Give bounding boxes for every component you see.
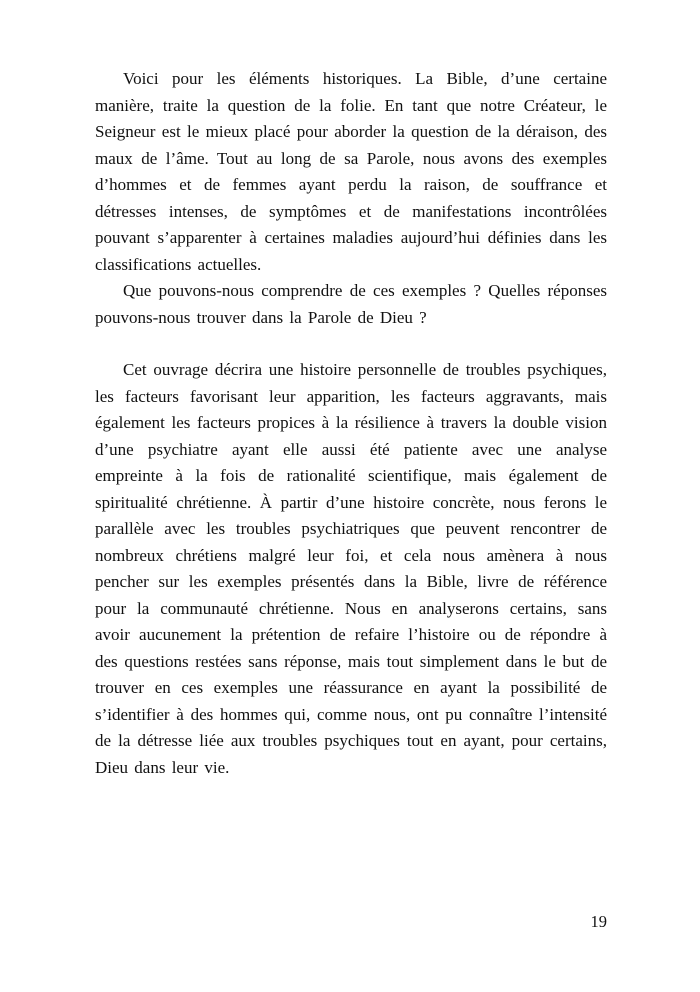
page-number: 19 [590,912,607,931]
paragraph-historical-elements: Voici pour les éléments historiques. La Bible, d’une certaine manière, traite la question de la folie. En tant que notre Créateur, le Seigneur est le mieux placé pour aborder la question de la déraison, des maux de l’âme. Tout au long de sa Parole, nous avons des exemples d’hommes et de femmes ayant perdu la raison, de souffrance et détresses intenses, de symptômes et de manifestations incontrôlées pouvant s’apparenter à certaines maladies aujourd’hui définies dans les classifications actuelles. [95,69,607,274]
body-text [95,66,607,781]
paragraph-questions: Que pouvons-nous comprendre de ces exemples ? Quelles réponses pouvons-nous trouver dans la Parole de Dieu ? [95,281,607,327]
paragraph-book-overview: Cet ouvrage décrira une histoire personnelle de troubles psychiques, les facteurs favorisant leur apparition, les facteurs aggravants, mais également les facteurs propices à la résilience à travers la double vision d’une psychiatre ayant elle aussi été patiente avec une analyse empreinte à la fois de rationalité scientifique, mais également de spiritualité chrétienne. À partir d’une histoire concrète, nous ferons le parallèle avec les troubles psychiatriques que peuvent rencontrer de nombreux chrétiens malgré leur foi, et cela nous amènera à nous pencher sur les exemples présentés dans la Bible, livre de référence pour la communauté chrétienne. Nous en analyserons certains, sans avoir aucunement la prétention de refaire l’histoire ou de répondre à des questions restées sans réponse, mais tout simplement dans le but de trouver en ces exemples une réassurance en ayant la possibilité de s’identifier à des hommes qui, comme nous, ont pu connaître l’intensité de la détresse liée aux troubles psychiques tout en ayant, pour certains, Dieu dans leur vie. [95,360,607,777]
